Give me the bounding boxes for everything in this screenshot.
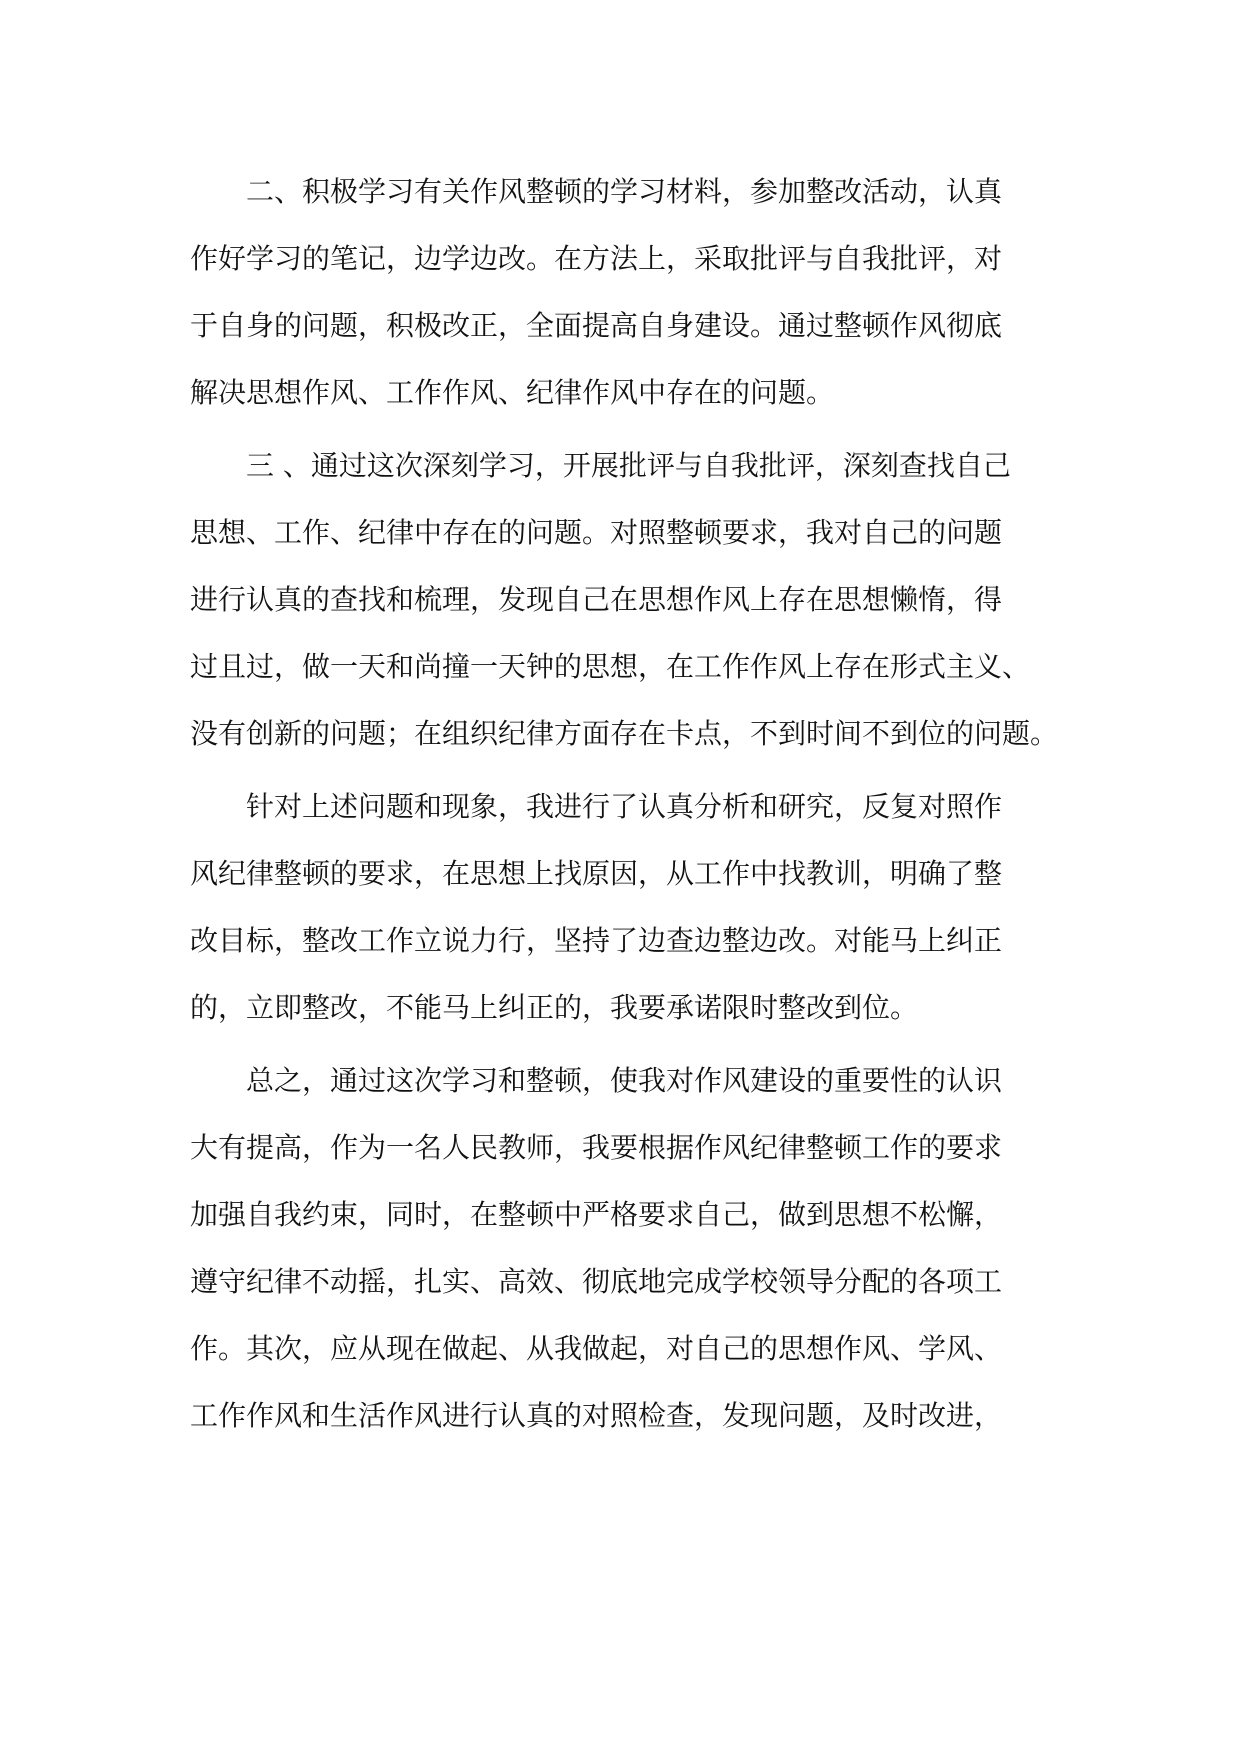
text-line: 风纪律整顿的要求，在思想上找原因，从工作中找教训，明确了整 xyxy=(190,857,1003,890)
paragraph-3 xyxy=(190,432,1060,767)
text-line: 过且过，做一天和尚撞一天钟的思想，在工作作风上存在形式主义、 xyxy=(190,650,1031,683)
text-line: 没有创新的问题；在组织纪律方面存在卡点，不到时间不到位的问题。 xyxy=(190,717,1059,750)
text-line: 加强自我约束，同时，在整顿中严格要求自己，做到思想不松懈， xyxy=(190,1198,1003,1231)
text-line: 大有提高，作为一名人民教师，我要根据作风纪律整顿工作的要求 xyxy=(190,1131,1003,1164)
text-line: 二、积极学习有关作风整顿的学习材料，参加整改活动，认真 xyxy=(246,175,1003,208)
text-line: 作。其次，应从现在做起、从我做起，对自己的思想作风、学风、 xyxy=(190,1332,1003,1365)
text-line: 工作作风和生活作风进行认真的对照检查，发现问题，及时改进， xyxy=(190,1399,1003,1432)
text-line: 的，立即整改，不能马上纠正的，我要承诺限时整改到位。 xyxy=(190,991,919,1024)
text-line: 总之，通过这次学习和整顿，使我对作风建设的重要性的认识 xyxy=(246,1064,1003,1097)
text-line: 解决思想作风、工作作风、纪律作风中存在的问题。 xyxy=(190,376,835,409)
paragraph-summary xyxy=(190,1047,1060,1449)
text-line: 进行认真的查找和梳理，发现自己在思想作风上存在思想懒惰，得 xyxy=(190,583,1003,616)
text-line: 改目标，整改工作立说力行，坚持了边查边整边改。对能马上纠正 xyxy=(190,924,1003,957)
text-line: 于自身的问题，积极改正，全面提高自身建设。通过整顿作风彻底 xyxy=(190,309,1003,342)
text-line: 针对上述问题和现象，我进行了认真分析和研究，反复对照作 xyxy=(246,790,1003,823)
document-body xyxy=(190,158,1060,1449)
text-line: 思想、工作、纪律中存在的问题。对照整顿要求，我对自己的问题 xyxy=(190,516,1003,549)
text-line: 三 、通过这次深刻学习，开展批评与自我批评，深刻查找自己 xyxy=(246,449,1011,482)
paragraph-analysis xyxy=(190,773,1060,1041)
text-line: 遵守纪律不动摇，扎实、高效、彻底地完成学校领导分配的各项工 xyxy=(190,1265,1003,1298)
paragraph-2 xyxy=(190,158,1060,426)
text-line: 作好学习的笔记，边学边改。在方法上，采取批评与自我批评，对 xyxy=(190,242,1003,275)
